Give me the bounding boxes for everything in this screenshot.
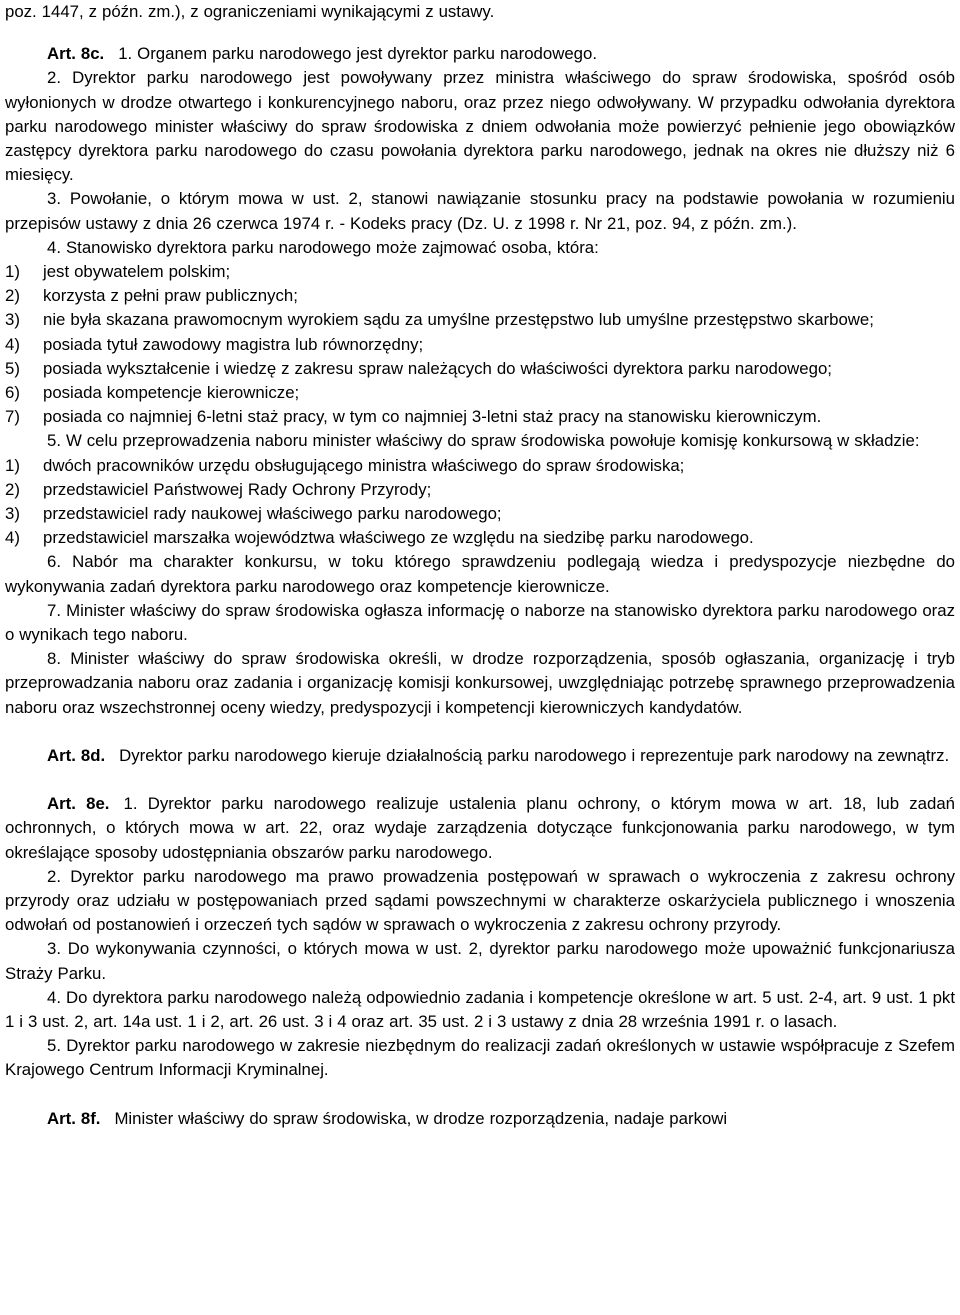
- art-8e-para-1-text: 1. Dyrektor parku narodowego realizuje ustalenia planu ochrony, o którym mowa w art. 18, lub zadań ochronnych, o których mowa w art. 22, oraz wydaje zarządzenia dotyczące funkcjonowania parku narodowego, w tym określające sposoby udostępniania obszarów parku narodowego.: [5, 794, 955, 862]
- list-item-text: przedstawiciel rady naukowej właściwego parku narodowego;: [43, 504, 502, 524]
- art-8f: [5, 1107, 955, 1131]
- art-8d-label: Art. 8d.: [47, 745, 106, 765]
- list-item-text: nie była skazana prawomocnym wyrokiem sądu za umyślne przestępstwo lub umyślne przestępstwo skarbowe;: [43, 310, 874, 330]
- list-item: [5, 526, 955, 550]
- art-8e-para-2: 2. Dyrektor parku narodowego ma prawo prowadzenia postępowań w sprawach o wykroczenia z zakresu ochrony przyrody oraz udziału w postępowaniach przed sądami powszechnymi w charakterze oskarżyciela publicznego i wnoszenia odwołań od postanowień i orzeczeń tych sądów w sprawach o wykroczenia z zakresu ochrony przyrody.: [5, 866, 955, 935]
- list-item: [5, 284, 955, 308]
- list-item-text: dwóch pracowników urzędu obsługującego ministra właściwego do spraw środowiska;: [43, 455, 685, 475]
- art-8c-para-1: [5, 42, 955, 66]
- list-item: [5, 333, 955, 357]
- list-item-text: przedstawiciel marszałka województwa właściwego ze względu na siedzibę parku narodowego.: [43, 528, 754, 548]
- list-item-number: 3): [5, 504, 20, 524]
- list-item-number: 3): [5, 310, 20, 330]
- list-item: [5, 478, 955, 502]
- list-item-text: posiada tytuł zawodowy magistra lub równorzędny;: [43, 334, 424, 354]
- art-8c-para-3: 3. Powołanie, o którym mowa w ust. 2, stanowi nawiązanie stosunku pracy na podstawie powołania w rozumieniu przepisów ustawy z dnia 26 czerwca 1974 r. - Kodeks pracy (Dz. U. z 1998 r. Nr 21, poz. 94, z późn. zm.).: [5, 189, 955, 233]
- list-item: [5, 502, 955, 526]
- list-item: [5, 405, 955, 429]
- art-8c-para-7: 7. Minister właściwy do spraw środowiska ogłasza informację o naborze na stanowisko dyrektora parku narodowego oraz o wynikach tego naboru.: [5, 600, 955, 645]
- list-item-number: 6): [5, 383, 20, 403]
- list-item-text: korzysta z pełni praw publicznych;: [43, 286, 298, 306]
- art-8e-para-5: 5. Dyrektor parku narodowego w zakresie niezbędnym do realizacji zadań określonych w ustawie współpracuje z Szefem Krajowego Centrum Informacji Kryminalnej.: [5, 1036, 955, 1080]
- list-item-text: posiada kompetencje kierownicze;: [43, 383, 300, 403]
- list-item-number: 1): [5, 262, 20, 282]
- art-8c-para-6: 6. Nabór ma charakter konkursu, w toku którego sprawdzeniu podlegają wiedza i predyspozycje niezbędne do wykonywania zadań dyrektora parku narodowego oraz kompetencje kierownicze.: [5, 552, 955, 596]
- art-8c-para-1-text: 1. Organem parku narodowego jest dyrektor parku narodowego.: [118, 44, 597, 64]
- art-8c-para-2: 2. Dyrektor parku narodowego jest powoływany przez ministra właściwego do spraw środowiska, spośród osób wyłonionych w drodze otwartego i konkurencyjnego naboru, oraz przez niego odwoływany. W przypadku odwołania dyrektora parku narodowego minister właściwy do spraw środowiska z dniem odwołania może powierzyć pełnienie jego obowiązków zastępcy dyrektora parku narodowego do czasu powołania dyrektora parku narodowego, jednak na okres nie dłuższy niż 6 miesięcy.: [5, 68, 955, 185]
- art-8c-para-8: 8. Minister właściwy do spraw środowiska określi, w drodze rozporządzenia, sposób ogłaszania, organizację i tryb przeprowadzania naboru oraz zadania i organizację komisji konkursowej, uwzględniając potrzebę sprawnego przeprowadzenia naboru oraz wszechstronnej oceny wiedzy, predyspozycji i kompetencji kierowniczych kandydatów.: [5, 649, 955, 717]
- art-8c-para-4: 4. Stanowisko dyrektora parku narodowego może zajmować osoba, która:: [47, 237, 599, 257]
- list-item-number: 7): [5, 407, 20, 427]
- list-item: [5, 308, 955, 332]
- art-8e-label: Art. 8e.: [47, 794, 110, 814]
- list-item: [5, 381, 955, 405]
- list-item-number: 2): [5, 479, 20, 499]
- art-8e-para-4: 4. Do dyrektora parku narodowego należą odpowiednio zadania i kompetencje określone w art. 5 ust. 2-4, art. 9 ust. 1 pkt 1 i 3 ust. 2, art. 14a ust. 1 i 2, art. 26 ust. 3 i 4 oraz art. 35 ust. 2 i 3 ustawy z dnia 28 września 1991 r. o lasach.: [5, 987, 955, 1031]
- list-item-number: 5): [5, 358, 20, 378]
- list-item-text: przedstawiciel Państwowej Rady Ochrony Przyrody;: [43, 479, 432, 499]
- list-item-number: 2): [5, 286, 20, 306]
- list-item-text: jest obywatelem polskim;: [43, 262, 231, 282]
- list-item-number: 4): [5, 528, 20, 548]
- list-item-text: posiada co najmniej 6-letni staż pracy, w tym co najmniej 3-letni staż pracy na stanowisku kierowniczym.: [43, 407, 822, 427]
- list-item-number: 4): [5, 334, 20, 354]
- art-8f-label: Art. 8f.: [47, 1108, 101, 1128]
- art-8c-para-5: 5. W celu przeprowadzenia naboru minister właściwy do spraw środowiska powołuje komisję konkursową w składzie:: [47, 431, 920, 451]
- art-8c-label: Art. 8c.: [47, 44, 105, 64]
- art-8d: [5, 744, 955, 768]
- list-item-number: 1): [5, 455, 20, 475]
- art-8e-para-3: 3. Do wykonywania czynności, o których mowa w ust. 2, dyrektor parku narodowego może upoważnić funkcjonariusza Straży Parku.: [5, 939, 955, 983]
- list-item: [5, 260, 955, 284]
- list-item: [5, 357, 955, 381]
- art-8e-para-1: [5, 792, 955, 865]
- art-8c-para-4-list: [5, 260, 955, 429]
- list-item: [5, 454, 955, 478]
- art-8f-text: Minister właściwy do spraw środowiska, w drodze rozporządzenia, nadaje parkowi: [114, 1108, 728, 1128]
- intro-line: poz. 1447, z późn. zm.), z ograniczeniami wynikającymi z ustawy.: [5, 2, 495, 21]
- list-item-text: posiada wykształcenie i wiedzę z zakresu spraw należących do właściwości dyrektora parku narodowego;: [43, 358, 832, 378]
- art-8c-para-5-list: [5, 454, 955, 551]
- art-8d-text: Dyrektor parku narodowego kieruje działalnością parku narodowego i reprezentuje park narodowy na zewnątrz.: [119, 745, 950, 765]
